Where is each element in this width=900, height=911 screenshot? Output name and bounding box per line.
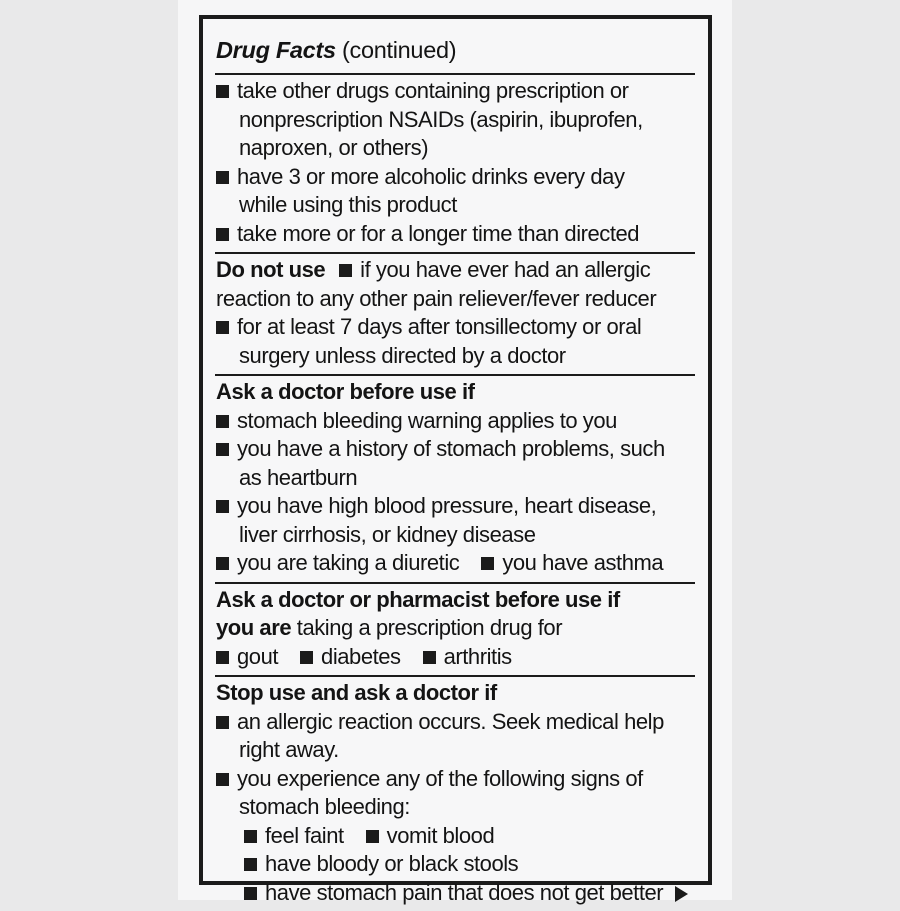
bullet-text: take other drugs containing prescription or xyxy=(237,78,629,103)
bullet-text: have bloody or black stools xyxy=(265,851,519,876)
bullet-text: taking a prescription drug for xyxy=(296,615,563,640)
drug-facts-subtitle: (continued) xyxy=(341,37,457,63)
bullet-text: for at least 7 days after tonsillectomy or oral xyxy=(237,314,642,339)
drug-facts-header xyxy=(216,35,694,73)
bullet-text: as heartburn xyxy=(239,464,358,490)
square-bullet-icon xyxy=(216,443,229,456)
bullet-text: stomach bleeding: xyxy=(239,794,410,819)
bullet-text: have stomach pain that does not get better xyxy=(265,879,664,905)
square-bullet-icon xyxy=(216,651,229,664)
bullet-text: nonprescription NSAIDs (aspirin, ibuprofen, xyxy=(239,106,643,132)
bullet-text: you are taking a diuretic xyxy=(237,550,460,575)
square-bullet-icon xyxy=(244,887,257,900)
square-bullet-icon xyxy=(300,651,313,664)
bullet-text: feel faint xyxy=(265,822,344,848)
square-bullet-icon xyxy=(216,171,229,184)
square-bullet-icon xyxy=(216,228,229,241)
bullet-text: liver cirrhosis, or kidney disease xyxy=(239,521,536,547)
bullet-text: if you have ever had an allergic xyxy=(360,257,651,282)
bullet-text: have 3 or more alcoholic drinks every day xyxy=(237,163,625,189)
square-bullet-icon xyxy=(216,321,229,334)
square-bullet-icon xyxy=(244,858,257,871)
square-bullet-icon xyxy=(216,773,229,786)
do-not-use-section xyxy=(216,254,694,374)
stop-use-section xyxy=(216,677,694,911)
bullet-text: diabetes xyxy=(321,643,401,669)
bullet-text: surgery unless directed by a doctor xyxy=(239,342,566,368)
bullet-text: arthritis xyxy=(443,643,512,669)
ask-doctor-section xyxy=(216,376,694,582)
bullet-text: take more or for a longer time than directed xyxy=(237,220,640,246)
square-bullet-icon xyxy=(216,415,229,428)
square-bullet-icon xyxy=(216,85,229,98)
bullet-text: naproxen, or others) xyxy=(239,135,429,160)
bullet-text: you experience any of the following signs of xyxy=(237,765,643,791)
square-bullet-icon xyxy=(481,557,494,570)
drug-facts-panel xyxy=(199,15,712,905)
bullet-text: gout xyxy=(237,643,279,669)
bullet-text: reaction to any other pain reliever/fever reducer xyxy=(216,285,657,311)
bullet-text: an allergic reaction occurs. Seek medical help xyxy=(237,708,664,734)
bullet-text: while using this product xyxy=(239,192,457,217)
bullet-text: you have high blood pressure, heart disease, xyxy=(237,493,657,518)
ask-pharmacist-section xyxy=(216,584,694,676)
section-heading: Stop use and ask a doctor if xyxy=(216,680,497,705)
section-heading: Do not use xyxy=(216,257,326,282)
bullet-text: you have asthma xyxy=(502,550,664,575)
square-bullet-icon xyxy=(423,651,436,664)
square-bullet-icon xyxy=(366,830,379,843)
bullet-text: stomach bleeding warning applies to you xyxy=(237,407,617,433)
square-bullet-icon xyxy=(339,264,352,277)
bullet-text: you have a history of stomach problems, such xyxy=(237,436,665,461)
section-heading: Ask a doctor or pharmacist before use if xyxy=(216,586,620,612)
bullet-text: vomit blood xyxy=(386,822,495,848)
square-bullet-icon xyxy=(244,830,257,843)
square-bullet-icon xyxy=(216,716,229,729)
continue-arrow-icon xyxy=(675,886,688,902)
square-bullet-icon xyxy=(216,557,229,570)
section-heading-cont: you are xyxy=(216,615,292,640)
square-bullet-icon xyxy=(216,500,229,513)
section-heading: Ask a doctor before use if xyxy=(216,379,475,404)
bullet-text: right away. xyxy=(239,737,339,762)
warnings-continued-section xyxy=(216,75,694,252)
drug-facts-title: Drug Facts xyxy=(216,37,336,63)
